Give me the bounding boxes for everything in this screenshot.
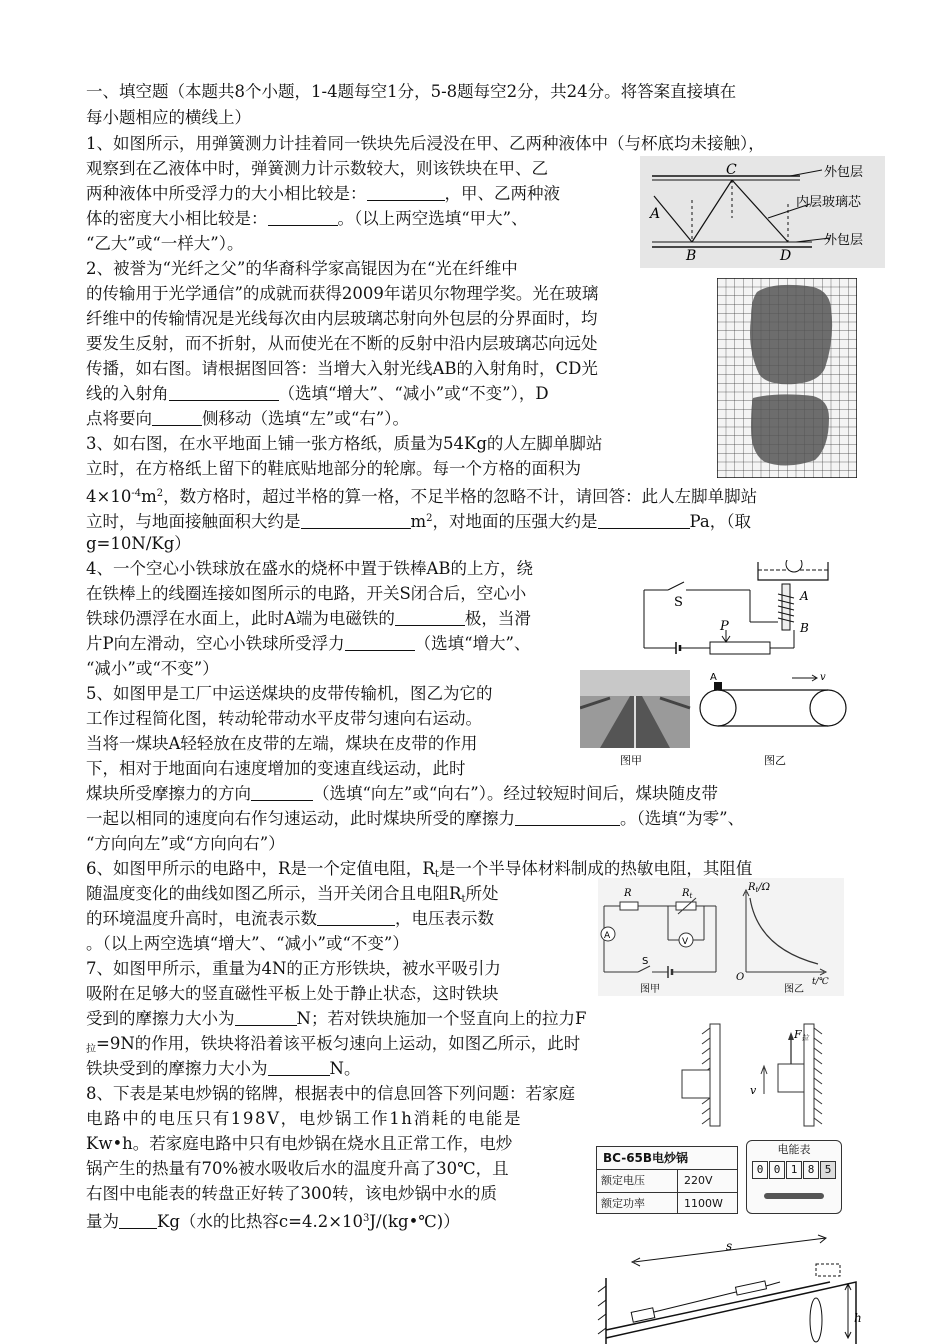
q1-blank-1[interactable] bbox=[367, 182, 445, 201]
label-jia: 图甲 bbox=[620, 754, 642, 767]
label-yi: 图乙 bbox=[784, 984, 804, 995]
label-yi: 图乙 bbox=[764, 754, 786, 767]
q4-blank-2[interactable] bbox=[345, 632, 415, 651]
label-a: A bbox=[800, 589, 809, 603]
label-core: 内层玻璃芯 bbox=[796, 195, 862, 210]
q5-blank-2[interactable] bbox=[515, 807, 620, 826]
q8-line-1: 8、下表是某电炒锅的铭牌，根据表中的信息回答下列问题：若家庭 bbox=[86, 1084, 575, 1103]
q7-line-4: $_拉$=9N的作用，铁块将沿着该平板匀速向上运动，如图乙所示，此时 bbox=[86, 1034, 581, 1055]
label-h: h bbox=[854, 1311, 862, 1325]
q2-line-4: 要发生反射，而不折射，从而使光在不断的反射中沿内层玻璃芯向远处 bbox=[86, 334, 598, 353]
q7-blank-2[interactable] bbox=[268, 1057, 330, 1076]
q2-line-3: 纤维中的传输情况是光线每次由内层玻璃芯射向外包层的分界面时，均 bbox=[86, 309, 598, 328]
label-ammeter: A bbox=[604, 931, 611, 941]
cooker-nameplate bbox=[596, 1146, 738, 1214]
meter-digit: 0 bbox=[752, 1161, 768, 1179]
label-v: v bbox=[820, 672, 826, 683]
circuit4-svg bbox=[640, 560, 840, 660]
q3-blank-1[interactable] bbox=[301, 510, 411, 529]
q2-blank-1[interactable] bbox=[169, 382, 279, 401]
q5-line-5: 煤块所受摩擦力的方向 （选填“向左”或“向右”）。经过较短时间后，煤块随皮带 bbox=[86, 784, 718, 803]
label-outer-bottom: 外包层 bbox=[824, 233, 864, 248]
meter-digit: 1 bbox=[786, 1161, 802, 1179]
nameplate-row bbox=[597, 1193, 737, 1214]
q2-blank-2[interactable] bbox=[152, 407, 202, 426]
label-p: P bbox=[720, 619, 729, 634]
q4-line-1: 4、一个空心小铁球放在盛水的烧杯中置于铁棒AB的上方，绕 bbox=[86, 559, 534, 578]
q8-line-5: 右图中电能表的转盘正好转了300转，该电炒锅中水的质 bbox=[86, 1184, 497, 1203]
magnet-svg bbox=[680, 1018, 852, 1130]
section-title: 一、填空题（本题共8个小题，1-4题每空1分，5-8题每空2分，共24分。将答案直接填在 bbox=[86, 82, 737, 101]
thermistor-svg bbox=[598, 878, 844, 996]
q7-line-1: 7、如图甲所示，重量为4N的正方形铁块，被水平吸引力 bbox=[86, 959, 501, 978]
meter-digit: 8 bbox=[803, 1161, 819, 1179]
q1-blank-2[interactable] bbox=[268, 207, 338, 226]
q4-line-4: 片P向左滑动，空心小铁球所受浮力 （选填“增大”、 bbox=[86, 634, 531, 653]
q1-line-3: 两种液体中所受浮力的大小相比较是： ，甲、乙两种液 bbox=[86, 184, 560, 203]
q2-line-6: 线的入射角 （选填“增大”、“减小”或“不变”），D bbox=[86, 384, 549, 403]
q5-line-1: 5、如图甲是工厂中运送煤块的皮带传输机，图乙为它的 bbox=[86, 684, 493, 703]
label-outer-top: 外包层 bbox=[824, 165, 864, 180]
q5-line-7: “方向向左”或“方向向右”） bbox=[86, 834, 285, 853]
section-title-cont: 每小题相应的横线上） bbox=[86, 108, 251, 127]
q1-line-1: 1、如图所示，用弹簧测力计挂着同一铁块先后浸没在甲、乙两种液体中（与杯底均未接触）， bbox=[86, 134, 765, 153]
meter-digit: 5 bbox=[820, 1161, 836, 1179]
label-v: v bbox=[750, 1084, 757, 1097]
q5-line-4: 下，相对于地面向右速度增加的变速直线运动，此时 bbox=[86, 759, 466, 778]
q7-line-2: 吸附在足够大的竖直磁性平板上处于静止状态，这时铁块 bbox=[86, 984, 499, 1003]
magnet-plate-figure bbox=[680, 1018, 852, 1130]
meter-disc bbox=[764, 1193, 824, 1199]
q8-line-4: 锅产生的热量有70%被水吸收后水的温度升高了30℃，且 bbox=[86, 1159, 509, 1178]
q6-line-2: 随温度变化的曲线如图乙所示，当开关闭合且电阻$R_t$所处 bbox=[86, 884, 499, 905]
row-label: 额定电压 bbox=[597, 1170, 678, 1192]
fiber-svg bbox=[640, 156, 885, 268]
q1-line-2: 观察到在乙液体中时，弹簧测力计示数较大，则该铁块在甲、乙 bbox=[86, 159, 548, 178]
q8-line-6: 量为 Kg（水的比热容$c=4.2\times 10^3J/(kg•℃)$） bbox=[86, 1212, 460, 1231]
q3-line-3: $4\times 10^{-4}m^2$，数方格时，超过半格的算一格，不足半格的忽略不计，请回答：此人左脚单脚站 bbox=[86, 487, 758, 506]
row-label: 额定功率 bbox=[597, 1193, 678, 1214]
label-b: B bbox=[800, 621, 809, 635]
q5-blank-1[interactable] bbox=[251, 782, 313, 801]
q1-line-5: “乙大”或“一样大”）。 bbox=[86, 234, 244, 253]
label-jia: 图甲 bbox=[640, 984, 660, 995]
incline-figure bbox=[594, 1226, 878, 1344]
q5-line-3: 当将一煤块A轻轻放在皮带的左端，煤块在皮带的作用 bbox=[86, 734, 478, 753]
label-s: s bbox=[726, 1239, 733, 1253]
label-d: D bbox=[780, 248, 792, 264]
q8-line-2: 电路中的电压只有198V，电炒锅工作1h消耗的电能是 bbox=[86, 1109, 523, 1128]
q5-line-6: 一起以相同的速度向右作匀速运动，此时煤块所受的摩擦力 。（选填“为零”、 bbox=[86, 809, 745, 828]
q6-line-1: 6、如图甲所示的电路中，R是一个定值电阻，$R_t$是一个半导体材料制成的热敏电阻，其阻值 bbox=[86, 859, 753, 880]
label-b: B bbox=[686, 248, 697, 264]
label-xlabel: t/℃ bbox=[812, 977, 829, 987]
q4-line-2: 在铁棒上的线圈连接如图所示的电路，开关S闭合后，空心小 bbox=[86, 584, 527, 603]
label-rt: $R_t$ bbox=[682, 888, 693, 900]
conveyor-figure bbox=[580, 668, 852, 768]
label-s: S bbox=[642, 956, 649, 967]
q4-blank-1[interactable] bbox=[395, 607, 465, 626]
q2-line-2: 的传输用于光学通信”的成就而获得2009年诺贝尔物理学奖。光在玻璃 bbox=[86, 284, 599, 303]
label-r: R bbox=[624, 888, 632, 899]
label-voltmeter: V bbox=[682, 937, 689, 947]
meter-digit: 0 bbox=[769, 1161, 785, 1179]
q2-line-5: 传播，如右图。请根据图回答：当增大入射光线AB的入射角时，CD光 bbox=[86, 359, 598, 378]
row-value: 220V bbox=[684, 1174, 713, 1187]
q6-line-4: 。（以上两空选填“增大”、“减小”或“不变”） bbox=[86, 934, 409, 953]
label-a: A bbox=[710, 672, 717, 683]
q3-blank-2[interactable] bbox=[598, 510, 690, 529]
q5-line-2: 工作过程简化图，转动轮带动水平皮带匀速向右运动。 bbox=[86, 709, 482, 728]
label-f: F拉 bbox=[794, 1028, 809, 1042]
q4-line-5: “减小”或“不变”） bbox=[86, 659, 219, 678]
row-value: 1100W bbox=[684, 1197, 723, 1210]
q2-line-1: 2、被誉为“光纤之父”的华裔科学家高锟因为在“光在纤维中 bbox=[86, 259, 518, 278]
meter-digits bbox=[747, 1161, 841, 1179]
q6-blank-1[interactable] bbox=[317, 907, 395, 926]
energy-meter bbox=[746, 1140, 842, 1214]
label-origin: O bbox=[736, 972, 745, 983]
conveyor-svg bbox=[580, 668, 852, 768]
q8-blank-1[interactable] bbox=[119, 1210, 157, 1229]
q2-line-7: 点将要向 侧移动（选填“左”或“右”）。 bbox=[86, 409, 409, 428]
q6-line-3: 的环境温度升高时，电流表示数 ，电压表示数 bbox=[86, 909, 494, 928]
nameplate-title: BC-65B电炒锅 bbox=[597, 1147, 737, 1170]
q3-line-4: 立时，与地面接触面积大约是 $m^2$，对地面的压强大约是 Pa，（取 bbox=[86, 512, 751, 531]
grid-svg bbox=[717, 278, 857, 478]
q7-blank-1[interactable] bbox=[235, 1007, 297, 1026]
q7-line-5: 铁块受到的摩擦力大小为 N。 bbox=[86, 1059, 361, 1078]
q1-line-4: 体的密度大小相比较是： 。（以上两空选填“甲大”、 bbox=[86, 209, 528, 228]
shoe-print-grid bbox=[717, 278, 857, 478]
fiber-diagram bbox=[640, 156, 885, 268]
label-a: A bbox=[650, 206, 661, 222]
thermistor-figure bbox=[598, 878, 844, 996]
label-ylabel: $R_t/\Omega$ bbox=[748, 882, 771, 894]
label-c: C bbox=[726, 162, 737, 178]
q3-line-2: 立时，在方格纸上留下的鞋底贴地部分的轮廓。每一个方格的面积为 bbox=[86, 459, 581, 478]
q7-line-3: 受到的摩擦力大小为 N；若对铁块施加一个竖直向上的拉力F bbox=[86, 1009, 587, 1028]
q8-line-3: Kw•h。若家庭电路中只有电炒锅在烧水且正常工作，电炒 bbox=[86, 1134, 513, 1153]
q3-line-1: 3、如右图，在水平地面上铺一张方格纸，质量为54Kg的人左脚单脚站 bbox=[86, 434, 603, 453]
q3-line-5: g=10N/Kg） bbox=[86, 534, 191, 553]
incline-svg bbox=[594, 1226, 878, 1344]
meter-title: 电能表 bbox=[777, 1143, 811, 1156]
electromagnet-circuit bbox=[640, 560, 840, 660]
nameplate-row bbox=[597, 1170, 737, 1193]
q4-line-3: 铁球仍漂浮在水面上，此时A端为电磁铁的 极，当滑 bbox=[86, 609, 531, 628]
label-s: S bbox=[674, 595, 683, 610]
